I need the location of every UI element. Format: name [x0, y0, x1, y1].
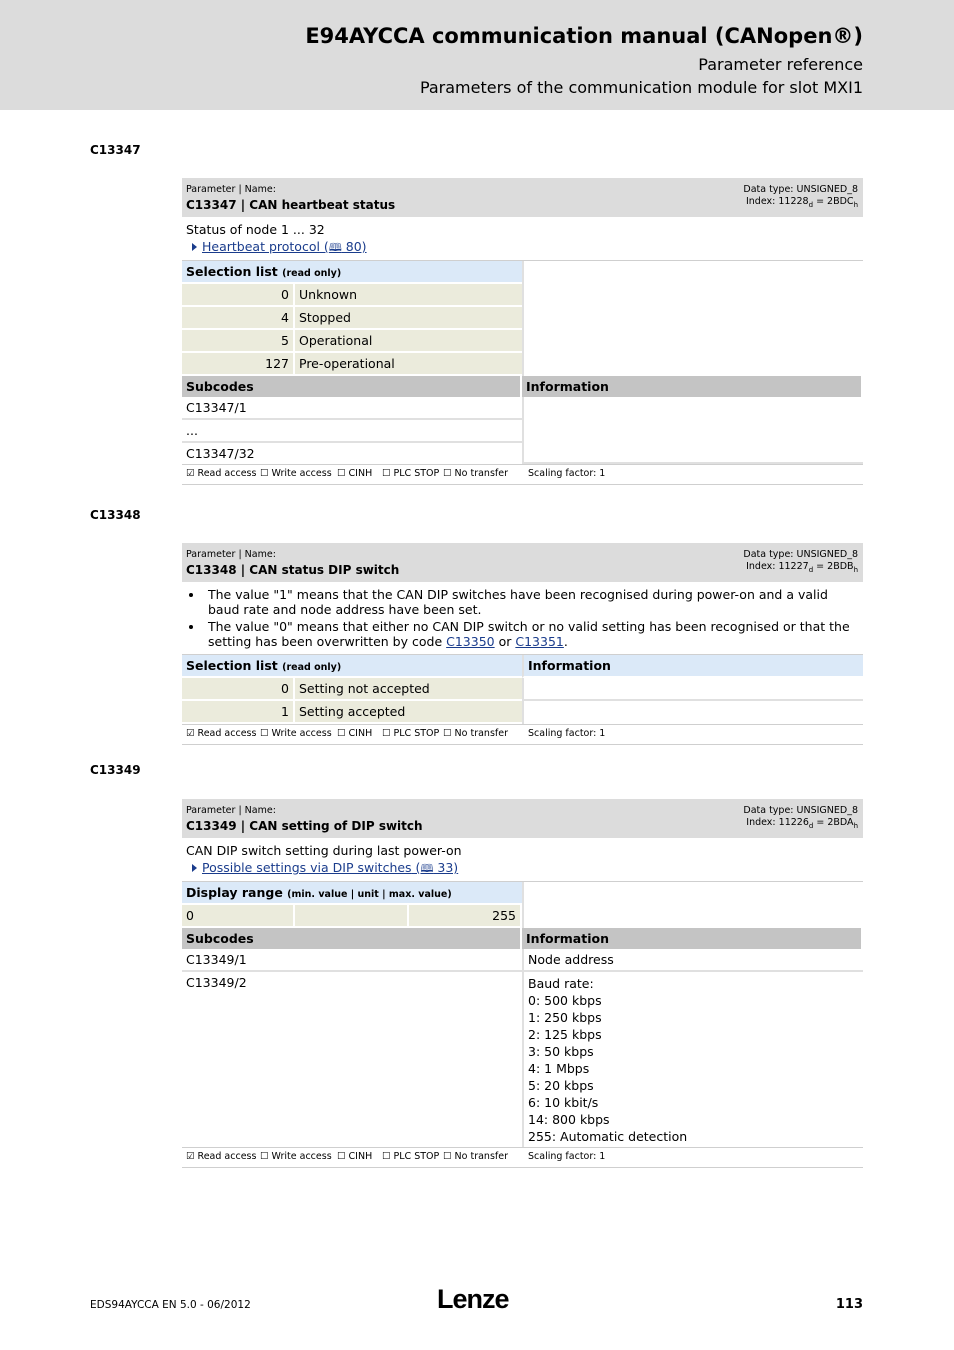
param-header: [182, 543, 863, 582]
param-name: C13349 | CAN setting of DIP switch: [186, 819, 423, 833]
data-type: Data type: UNSIGNED_8: [743, 184, 858, 195]
selection-list-header: Selection list (read only): [182, 655, 522, 678]
range-table: [182, 882, 863, 1147]
data-type: Data type: UNSIGNED_8: [743, 549, 858, 560]
no-transfer: ☐ No transfer: [443, 1151, 508, 1162]
index: Index: $11227_d = 2BDB_h$: [746, 561, 858, 574]
subcode-row: ...: [182, 420, 863, 443]
param-block-c13348: [182, 543, 863, 745]
subcode-info: Node address: [522, 949, 863, 972]
information-header: Information: [522, 928, 863, 949]
selection-list-header: Selection list (read only): [182, 261, 522, 284]
param-description: [182, 582, 863, 655]
plc-stop: ☐ PLC STOP: [382, 728, 440, 739]
selection-row: 0 Unknown: [182, 284, 863, 307]
page-reference-link[interactable]: (🕮 33): [411, 860, 459, 875]
description-text: CAN DIP switch setting during last power-on: [186, 843, 462, 858]
link-dip-switch-settings[interactable]: Possible settings via DIP switches: [202, 860, 412, 875]
lenze-logo: Lenze: [437, 1284, 509, 1314]
cinh: ☐ CINH: [337, 468, 373, 479]
description-list: [186, 587, 859, 649]
chapter-title: Parameter reference: [698, 55, 863, 74]
data-type-info: [743, 805, 858, 832]
param-description: [182, 838, 863, 882]
plc-stop: ☐ PLC STOP: [382, 1151, 440, 1162]
data-type-info: [743, 184, 858, 211]
param-header: [182, 799, 863, 838]
subcode-info: Baud rate: 0: 500 kbps 1: 250 kbps 2: 125 kbps 3: 50 kbps 4: 1 Mbps 5: 20 kbps 6: 10 kbit/s 14: 800 kbps 255: Automatic detection: [522, 972, 863, 1147]
selection-table: [182, 655, 863, 724]
subcode: C13349/2: [186, 975, 247, 990]
selection-info-empty: [522, 261, 863, 376]
book-icon: 🕮: [420, 862, 434, 875]
display-range-header: Display range (min. value | unit | max. value): [182, 882, 522, 905]
param-name-label: Parameter | Name:: [186, 549, 276, 560]
subcode-row: C13347/32: [186, 446, 255, 461]
range-info-empty: [522, 882, 863, 928]
cross-reference: [186, 238, 859, 256]
param-heading-c13348: C13348: [90, 508, 141, 522]
param-name-label: Parameter | Name:: [186, 184, 276, 195]
selection-row: 4 Stopped: [182, 307, 863, 330]
param-name: C13348 | CAN status DIP switch: [186, 563, 400, 577]
selection-table: [182, 261, 863, 464]
range-min: 0: [182, 905, 295, 928]
description-bullet: • The value "1" means that the CAN DIP switches have been recognised during power-on and a valid baud rate and node address have been set.: [204, 587, 859, 617]
cross-reference: [186, 859, 859, 877]
subcodes-header: Subcodes: [182, 928, 522, 949]
no-transfer: ☐ No transfer: [443, 468, 508, 479]
arrow-right-icon: [192, 864, 197, 872]
subcode: C13349/1: [182, 949, 522, 972]
param-footer: [182, 1147, 863, 1168]
section-title: Parameters of the communication module for slot MXI1: [419, 78, 863, 97]
range-max: 255: [409, 905, 522, 928]
no-transfer: ☐ No transfer: [443, 728, 508, 739]
description-bullet: • The value "0" means that either no CAN DIP switch or no valid setting has been recognised or that the setting has been overwritten by code C13350 or C13351.: [204, 619, 859, 649]
document-id: EDS94AYCCA EN 5.0 - 06/2012: [90, 1299, 251, 1311]
plc-stop: ☐ PLC STOP: [382, 468, 440, 479]
data-type-info: [743, 549, 858, 576]
cinh: ☐ CINH: [337, 728, 373, 739]
selection-row: 127 Pre-operational: [182, 353, 863, 376]
data-type: Data type: UNSIGNED_8: [743, 805, 858, 816]
subcodes-header-row: [182, 376, 863, 397]
scaling-factor: Scaling factor: 1: [528, 1151, 606, 1162]
information-header: Information: [522, 376, 863, 397]
index: Index: $11228_d = 2BDC_h$: [745, 196, 858, 209]
read-access: ☑ Read access: [186, 1151, 257, 1162]
param-header: [182, 178, 863, 217]
selection-row: 5 Operational: [182, 330, 863, 353]
param-name-label: Parameter | Name:: [186, 805, 276, 816]
subcode-row: C13347/1: [182, 397, 863, 420]
param-footer: [182, 724, 863, 745]
selection-row: 1 Setting accepted: [182, 701, 863, 724]
read-access: ☑ Read access: [186, 728, 257, 739]
information-header: Information: [522, 655, 863, 678]
index: Index: $11226_d = 2BDA_h$: [746, 817, 858, 830]
link-heartbeat-protocol[interactable]: Heartbeat protocol: [202, 239, 320, 254]
param-description: [182, 217, 863, 261]
selection-row: 0 Setting not accepted: [182, 678, 863, 701]
page-reference-link[interactable]: (🕮 80): [319, 239, 367, 254]
param-heading-c13347: C13347: [90, 143, 141, 157]
read-access: ☑ Read access: [186, 468, 257, 479]
link-c13350[interactable]: C13350: [446, 634, 495, 649]
scaling-factor: Scaling factor: 1: [528, 728, 606, 739]
description-text: Status of node 1 ... 32: [186, 222, 325, 237]
subcodes-header: Subcodes: [182, 376, 522, 397]
param-footer: [182, 464, 863, 485]
page-number: 113: [835, 1297, 863, 1312]
param-heading-c13349: C13349: [90, 763, 141, 777]
param-block-c13347: [182, 178, 863, 485]
subcode-row: [182, 972, 863, 1147]
scaling-factor: Scaling factor: 1: [528, 468, 606, 479]
param-block-c13349: [182, 799, 863, 1168]
param-name: C13347 | CAN heartbeat status: [186, 198, 396, 212]
cinh: ☐ CINH: [337, 1151, 373, 1162]
subcodes-header-row: [182, 928, 863, 949]
write-access: ☐ Write access: [260, 468, 332, 479]
link-c13351[interactable]: C13351: [515, 634, 564, 649]
range-unit: [295, 905, 409, 928]
write-access: ☐ Write access: [260, 728, 332, 739]
write-access: ☐ Write access: [260, 1151, 332, 1162]
manual-title: E94AYCCA communication manual (CANopen®): [305, 24, 863, 48]
page-header: [0, 0, 954, 110]
arrow-right-icon: [192, 243, 197, 251]
subcode-row: [182, 949, 863, 972]
book-icon: 🕮: [328, 241, 342, 254]
